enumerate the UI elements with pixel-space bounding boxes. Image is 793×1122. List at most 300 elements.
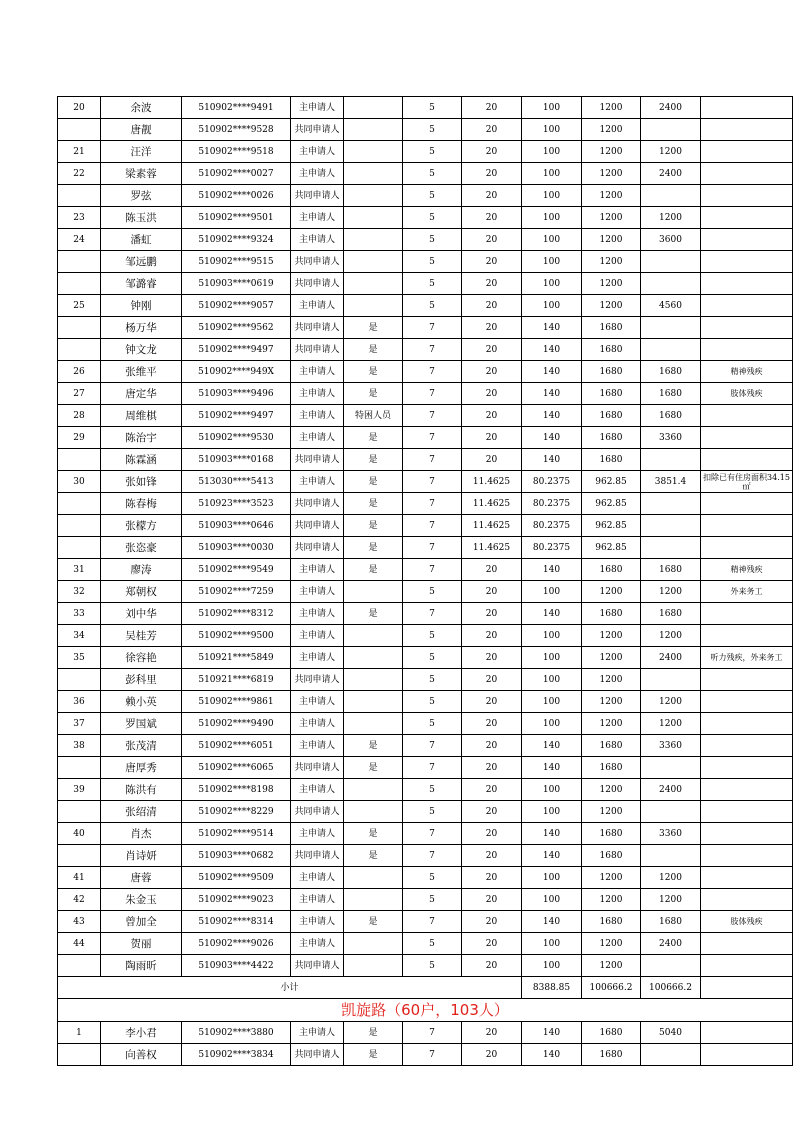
cell-unit-price: 20 <box>462 933 522 955</box>
table-row <box>58 273 793 295</box>
cell-flag <box>344 801 403 823</box>
cell-id-number: 510902****9324 <box>182 229 291 251</box>
cell-unit-price: 20 <box>462 603 522 625</box>
cell-seq <box>58 339 101 361</box>
table-row <box>58 735 793 757</box>
cell-area: 140 <box>522 757 582 779</box>
cell-subsidy: 1200 <box>582 801 641 823</box>
cell-subsidy: 1680 <box>582 603 641 625</box>
cell-unit-price: 20 <box>462 361 522 383</box>
cell-seq <box>58 537 101 559</box>
cell-unit-price: 20 <box>462 911 522 933</box>
cell-household-total: 2400 <box>641 779 701 801</box>
cell-remark <box>701 1022 793 1044</box>
cell-id-number: 510902****9497 <box>182 339 291 361</box>
table-row <box>58 779 793 801</box>
cell-id-number: 510902****9549 <box>182 559 291 581</box>
cell-remark <box>701 207 793 229</box>
cell-name: 贺丽 <box>101 933 182 955</box>
cell-flag: 是 <box>344 339 403 361</box>
cell-remark: 精神残疾 <box>701 559 793 581</box>
cell-role: 主申请人 <box>291 229 344 251</box>
cell-household-total: 1200 <box>641 889 701 911</box>
cell-remark <box>701 427 793 449</box>
cell-id-number: 510902****9515 <box>182 251 291 273</box>
cell-id-number: 510902****9057 <box>182 295 291 317</box>
cell-role: 共同申请人 <box>291 537 344 559</box>
table-row <box>58 1044 793 1066</box>
table-row <box>58 229 793 251</box>
cell-standard: 7 <box>403 757 462 779</box>
cell-seq: 43 <box>58 911 101 933</box>
cell-unit-price: 20 <box>462 559 522 581</box>
cell-flag <box>344 251 403 273</box>
cell-standard: 5 <box>403 581 462 603</box>
cell-id-number: 510902****8229 <box>182 801 291 823</box>
table-row <box>58 515 793 537</box>
cell-subsidy: 1680 <box>582 1022 641 1044</box>
cell-unit-price: 20 <box>462 317 522 339</box>
cell-role: 共同申请人 <box>291 845 344 867</box>
cell-id-number: 510902****949X <box>182 361 291 383</box>
cell-id-number: 510903****0619 <box>182 273 291 295</box>
cell-remark <box>701 405 793 427</box>
cell-area: 140 <box>522 405 582 427</box>
cell-name: 唐蓉 <box>101 867 182 889</box>
cell-household-total: 1200 <box>641 713 701 735</box>
cell-subsidy: 1200 <box>582 273 641 295</box>
cell-subsidy: 1680 <box>582 757 641 779</box>
cell-unit-price: 20 <box>462 713 522 735</box>
cell-flag <box>344 581 403 603</box>
cell-flag: 特困人员 <box>344 405 403 427</box>
cell-remark <box>701 295 793 317</box>
cell-area: 100 <box>522 801 582 823</box>
cell-household-total <box>641 801 701 823</box>
cell-remark <box>701 515 793 537</box>
cell-subsidy: 1200 <box>582 229 641 251</box>
cell-standard: 7 <box>403 603 462 625</box>
cell-subsidy: 1680 <box>582 845 641 867</box>
cell-remark <box>701 251 793 273</box>
cell-role: 主申请人 <box>291 867 344 889</box>
cell-area: 80.2375 <box>522 515 582 537</box>
table-row <box>58 867 793 889</box>
cell-name: 唐厚秀 <box>101 757 182 779</box>
cell-unit-price: 20 <box>462 295 522 317</box>
cell-role: 主申请人 <box>291 581 344 603</box>
cell-role: 共同申请人 <box>291 1044 344 1066</box>
cell-remark: 扣除已有住房面积34.15㎡ <box>701 471 793 493</box>
cell-seq: 37 <box>58 713 101 735</box>
cell-area: 140 <box>522 603 582 625</box>
cell-household-total <box>641 845 701 867</box>
cell-remark <box>701 229 793 251</box>
cell-id-number: 510902****9023 <box>182 889 291 911</box>
cell-unit-price: 20 <box>462 757 522 779</box>
cell-id-number: 510902****9562 <box>182 317 291 339</box>
cell-seq: 36 <box>58 691 101 713</box>
cell-remark: 肢体残疾 <box>701 911 793 933</box>
cell-area: 100 <box>522 647 582 669</box>
cell-seq <box>58 845 101 867</box>
cell-unit-price: 20 <box>462 955 522 977</box>
cell-unit-price: 20 <box>462 163 522 185</box>
cell-id-number: 510902****9491 <box>182 97 291 119</box>
cell-standard: 7 <box>403 383 462 405</box>
table-row <box>58 955 793 977</box>
cell-unit-price: 20 <box>462 779 522 801</box>
cell-household-total: 3360 <box>641 427 701 449</box>
cell-name: 汪洋 <box>101 141 182 163</box>
cell-household-total <box>641 119 701 141</box>
cell-household-total <box>641 537 701 559</box>
cell-household-total: 2400 <box>641 933 701 955</box>
cell-remark <box>701 691 793 713</box>
cell-household-total: 3600 <box>641 229 701 251</box>
cell-unit-price: 20 <box>462 1022 522 1044</box>
cell-standard: 7 <box>403 471 462 493</box>
cell-subsidy: 1200 <box>582 779 641 801</box>
cell-remark <box>701 933 793 955</box>
cell-subsidy: 962.85 <box>582 471 641 493</box>
table-row <box>58 537 793 559</box>
cell-id-number: 510903****0646 <box>182 515 291 537</box>
cell-area: 100 <box>522 119 582 141</box>
cell-role: 主申请人 <box>291 911 344 933</box>
cell-role: 主申请人 <box>291 427 344 449</box>
cell-household-total <box>641 339 701 361</box>
cell-name: 朱金玉 <box>101 889 182 911</box>
cell-area: 100 <box>522 691 582 713</box>
table-row <box>58 669 793 691</box>
cell-role: 主申请人 <box>291 823 344 845</box>
cell-flag <box>344 119 403 141</box>
cell-id-number: 510903****0030 <box>182 537 291 559</box>
cell-name: 廖涛 <box>101 559 182 581</box>
cell-unit-price: 20 <box>462 449 522 471</box>
table-row <box>58 625 793 647</box>
cell-seq: 20 <box>58 97 101 119</box>
cell-id-number: 510902****9500 <box>182 625 291 647</box>
cell-subsidy: 1680 <box>582 317 641 339</box>
cell-seq <box>58 955 101 977</box>
cell-subsidy: 1680 <box>582 911 641 933</box>
cell-area: 100 <box>522 779 582 801</box>
cell-flag: 是 <box>344 317 403 339</box>
cell-unit-price: 20 <box>462 339 522 361</box>
cell-role: 共同申请人 <box>291 515 344 537</box>
cell-standard: 5 <box>403 669 462 691</box>
subtotal-area: 8388.85 <box>522 977 582 999</box>
table-row <box>58 1022 793 1044</box>
cell-id-number: 510902****3880 <box>182 1022 291 1044</box>
cell-id-number: 510902****9528 <box>182 119 291 141</box>
cell-area: 100 <box>522 625 582 647</box>
cell-area: 100 <box>522 713 582 735</box>
cell-seq: 26 <box>58 361 101 383</box>
cell-seq: 28 <box>58 405 101 427</box>
cell-standard: 5 <box>403 625 462 647</box>
cell-unit-price: 20 <box>462 801 522 823</box>
cell-role: 共同申请人 <box>291 449 344 471</box>
cell-standard: 5 <box>403 141 462 163</box>
cell-remark <box>701 603 793 625</box>
cell-unit-price: 20 <box>462 207 522 229</box>
cell-name: 张茂清 <box>101 735 182 757</box>
subtotal-subsidy: 100666.2 <box>582 977 641 999</box>
cell-standard: 7 <box>403 845 462 867</box>
subtotal-row <box>58 977 793 999</box>
cell-household-total <box>641 757 701 779</box>
cell-id-number: 510903****9496 <box>182 383 291 405</box>
cell-unit-price: 20 <box>462 823 522 845</box>
cell-remark <box>701 845 793 867</box>
cell-area: 140 <box>522 339 582 361</box>
cell-flag <box>344 713 403 735</box>
cell-area: 100 <box>522 185 582 207</box>
table-row <box>58 427 793 449</box>
cell-remark <box>701 141 793 163</box>
table-row <box>58 207 793 229</box>
cell-name: 唐靓 <box>101 119 182 141</box>
cell-unit-price: 20 <box>462 97 522 119</box>
cell-name: 潘虹 <box>101 229 182 251</box>
cell-remark <box>701 669 793 691</box>
cell-standard: 5 <box>403 163 462 185</box>
cell-id-number: 510903****0682 <box>182 845 291 867</box>
cell-flag: 是 <box>344 1022 403 1044</box>
cell-area: 80.2375 <box>522 493 582 515</box>
section-header-row <box>58 999 793 1022</box>
cell-area: 100 <box>522 141 582 163</box>
cell-household-total <box>641 185 701 207</box>
cell-area: 80.2375 <box>522 471 582 493</box>
cell-flag <box>344 691 403 713</box>
cell-id-number: 510902****9530 <box>182 427 291 449</box>
cell-remark <box>701 185 793 207</box>
cell-flag: 是 <box>344 911 403 933</box>
cell-subsidy: 1680 <box>582 559 641 581</box>
cell-unit-price: 20 <box>462 229 522 251</box>
cell-seq: 38 <box>58 735 101 757</box>
cell-area: 140 <box>522 361 582 383</box>
cell-subsidy: 1200 <box>582 867 641 889</box>
cell-seq <box>58 1044 101 1066</box>
cell-unit-price: 20 <box>462 427 522 449</box>
cell-unit-price: 20 <box>462 1044 522 1066</box>
cell-household-total: 4560 <box>641 295 701 317</box>
table-row <box>58 405 793 427</box>
cell-id-number: 510903****0168 <box>182 449 291 471</box>
cell-standard: 7 <box>403 735 462 757</box>
cell-name: 钟刚 <box>101 295 182 317</box>
cell-id-number: 510902****8198 <box>182 779 291 801</box>
cell-flag: 是 <box>344 845 403 867</box>
cell-seq <box>58 801 101 823</box>
cell-role: 共同申请人 <box>291 185 344 207</box>
cell-remark <box>701 757 793 779</box>
cell-household-total <box>641 955 701 977</box>
cell-area: 100 <box>522 295 582 317</box>
cell-name: 罗国斌 <box>101 713 182 735</box>
cell-standard: 7 <box>403 339 462 361</box>
cell-household-total: 1200 <box>641 581 701 603</box>
cell-name: 肖杰 <box>101 823 182 845</box>
cell-name: 张绍清 <box>101 801 182 823</box>
cell-id-number: 510902****9509 <box>182 867 291 889</box>
cell-flag: 是 <box>344 383 403 405</box>
cell-household-total: 3360 <box>641 735 701 757</box>
cell-area: 100 <box>522 229 582 251</box>
cell-flag: 是 <box>344 559 403 581</box>
cell-id-number: 510902****6065 <box>182 757 291 779</box>
cell-area: 100 <box>522 933 582 955</box>
cell-flag <box>344 933 403 955</box>
cell-name: 陈春梅 <box>101 493 182 515</box>
cell-role: 主申请人 <box>291 889 344 911</box>
cell-remark <box>701 449 793 471</box>
cell-id-number: 510921****5849 <box>182 647 291 669</box>
cell-subsidy: 1680 <box>582 449 641 471</box>
cell-unit-price: 11.4625 <box>462 515 522 537</box>
cell-role: 主申请人 <box>291 933 344 955</box>
cell-role: 共同申请人 <box>291 955 344 977</box>
cell-name: 钟文龙 <box>101 339 182 361</box>
table-row <box>58 713 793 735</box>
cell-household-total <box>641 515 701 537</box>
table-row <box>58 119 793 141</box>
cell-id-number: 510923****3523 <box>182 493 291 515</box>
cell-role: 主申请人 <box>291 361 344 383</box>
cell-standard: 5 <box>403 691 462 713</box>
table-row <box>58 845 793 867</box>
cell-role: 共同申请人 <box>291 251 344 273</box>
cell-seq <box>58 251 101 273</box>
cell-id-number: 510902****9501 <box>182 207 291 229</box>
cell-flag <box>344 163 403 185</box>
cell-area: 80.2375 <box>522 537 582 559</box>
cell-household-total: 1680 <box>641 383 701 405</box>
cell-seq: 23 <box>58 207 101 229</box>
cell-subsidy: 1200 <box>582 669 641 691</box>
table-row <box>58 603 793 625</box>
cell-role: 主申请人 <box>291 405 344 427</box>
cell-role: 主申请人 <box>291 141 344 163</box>
cell-standard: 5 <box>403 889 462 911</box>
cell-unit-price: 20 <box>462 691 522 713</box>
cell-unit-price: 11.4625 <box>462 493 522 515</box>
cell-standard: 5 <box>403 295 462 317</box>
cell-role: 共同申请人 <box>291 493 344 515</box>
cell-area: 100 <box>522 669 582 691</box>
cell-area: 100 <box>522 251 582 273</box>
cell-standard: 5 <box>403 207 462 229</box>
cell-subsidy: 962.85 <box>582 515 641 537</box>
cell-id-number: 510902****9497 <box>182 405 291 427</box>
cell-household-total: 1680 <box>641 559 701 581</box>
table-row <box>58 141 793 163</box>
cell-remark: 外来务工 <box>701 581 793 603</box>
cell-standard: 7 <box>403 537 462 559</box>
cell-unit-price: 20 <box>462 251 522 273</box>
cell-seq: 42 <box>58 889 101 911</box>
cell-flag <box>344 955 403 977</box>
cell-flag <box>344 273 403 295</box>
cell-flag: 是 <box>344 757 403 779</box>
cell-remark <box>701 119 793 141</box>
cell-role: 共同申请人 <box>291 801 344 823</box>
cell-name: 邹远鹏 <box>101 251 182 273</box>
cell-name: 吴桂芳 <box>101 625 182 647</box>
cell-seq: 31 <box>58 559 101 581</box>
subtotal-household-total: 100666.2 <box>641 977 701 999</box>
cell-subsidy: 1200 <box>582 691 641 713</box>
cell-area: 140 <box>522 1022 582 1044</box>
cell-unit-price: 20 <box>462 735 522 757</box>
cell-standard: 5 <box>403 229 462 251</box>
cell-area: 100 <box>522 581 582 603</box>
cell-subsidy: 1200 <box>582 889 641 911</box>
cell-remark <box>701 339 793 361</box>
cell-role: 主申请人 <box>291 713 344 735</box>
table-row <box>58 911 793 933</box>
cell-household-total: 3851.4 <box>641 471 701 493</box>
cell-id-number: 510902****0026 <box>182 185 291 207</box>
cell-seq: 25 <box>58 295 101 317</box>
cell-unit-price: 20 <box>462 273 522 295</box>
cell-unit-price: 20 <box>462 669 522 691</box>
cell-flag <box>344 207 403 229</box>
table-row <box>58 581 793 603</box>
cell-subsidy: 1200 <box>582 295 641 317</box>
cell-flag: 是 <box>344 493 403 515</box>
cell-seq: 32 <box>58 581 101 603</box>
cell-id-number: 510902****9514 <box>182 823 291 845</box>
cell-name: 杨万华 <box>101 317 182 339</box>
cell-household-total: 1680 <box>641 405 701 427</box>
cell-seq: 27 <box>58 383 101 405</box>
cell-flag <box>344 779 403 801</box>
cell-id-number: 510902****9861 <box>182 691 291 713</box>
cell-unit-price: 20 <box>462 845 522 867</box>
cell-standard: 5 <box>403 119 462 141</box>
cell-standard: 7 <box>403 911 462 933</box>
cell-standard: 5 <box>403 273 462 295</box>
cell-role: 主申请人 <box>291 97 344 119</box>
cell-flag: 是 <box>344 361 403 383</box>
cell-name: 陈霖涵 <box>101 449 182 471</box>
cell-unit-price: 20 <box>462 889 522 911</box>
cell-seq: 40 <box>58 823 101 845</box>
cell-area: 100 <box>522 273 582 295</box>
cell-id-number: 510902****7259 <box>182 581 291 603</box>
cell-standard: 5 <box>403 779 462 801</box>
cell-role: 主申请人 <box>291 735 344 757</box>
cell-flag <box>344 229 403 251</box>
cell-standard: 7 <box>403 515 462 537</box>
cell-standard: 7 <box>403 405 462 427</box>
cell-flag <box>344 889 403 911</box>
cell-id-number: 510902****9518 <box>182 141 291 163</box>
cell-area: 140 <box>522 317 582 339</box>
cell-role: 主申请人 <box>291 295 344 317</box>
cell-standard: 7 <box>403 493 462 515</box>
table-row <box>58 801 793 823</box>
cell-standard: 7 <box>403 1044 462 1066</box>
cell-flag: 是 <box>344 537 403 559</box>
cell-seq <box>58 449 101 471</box>
